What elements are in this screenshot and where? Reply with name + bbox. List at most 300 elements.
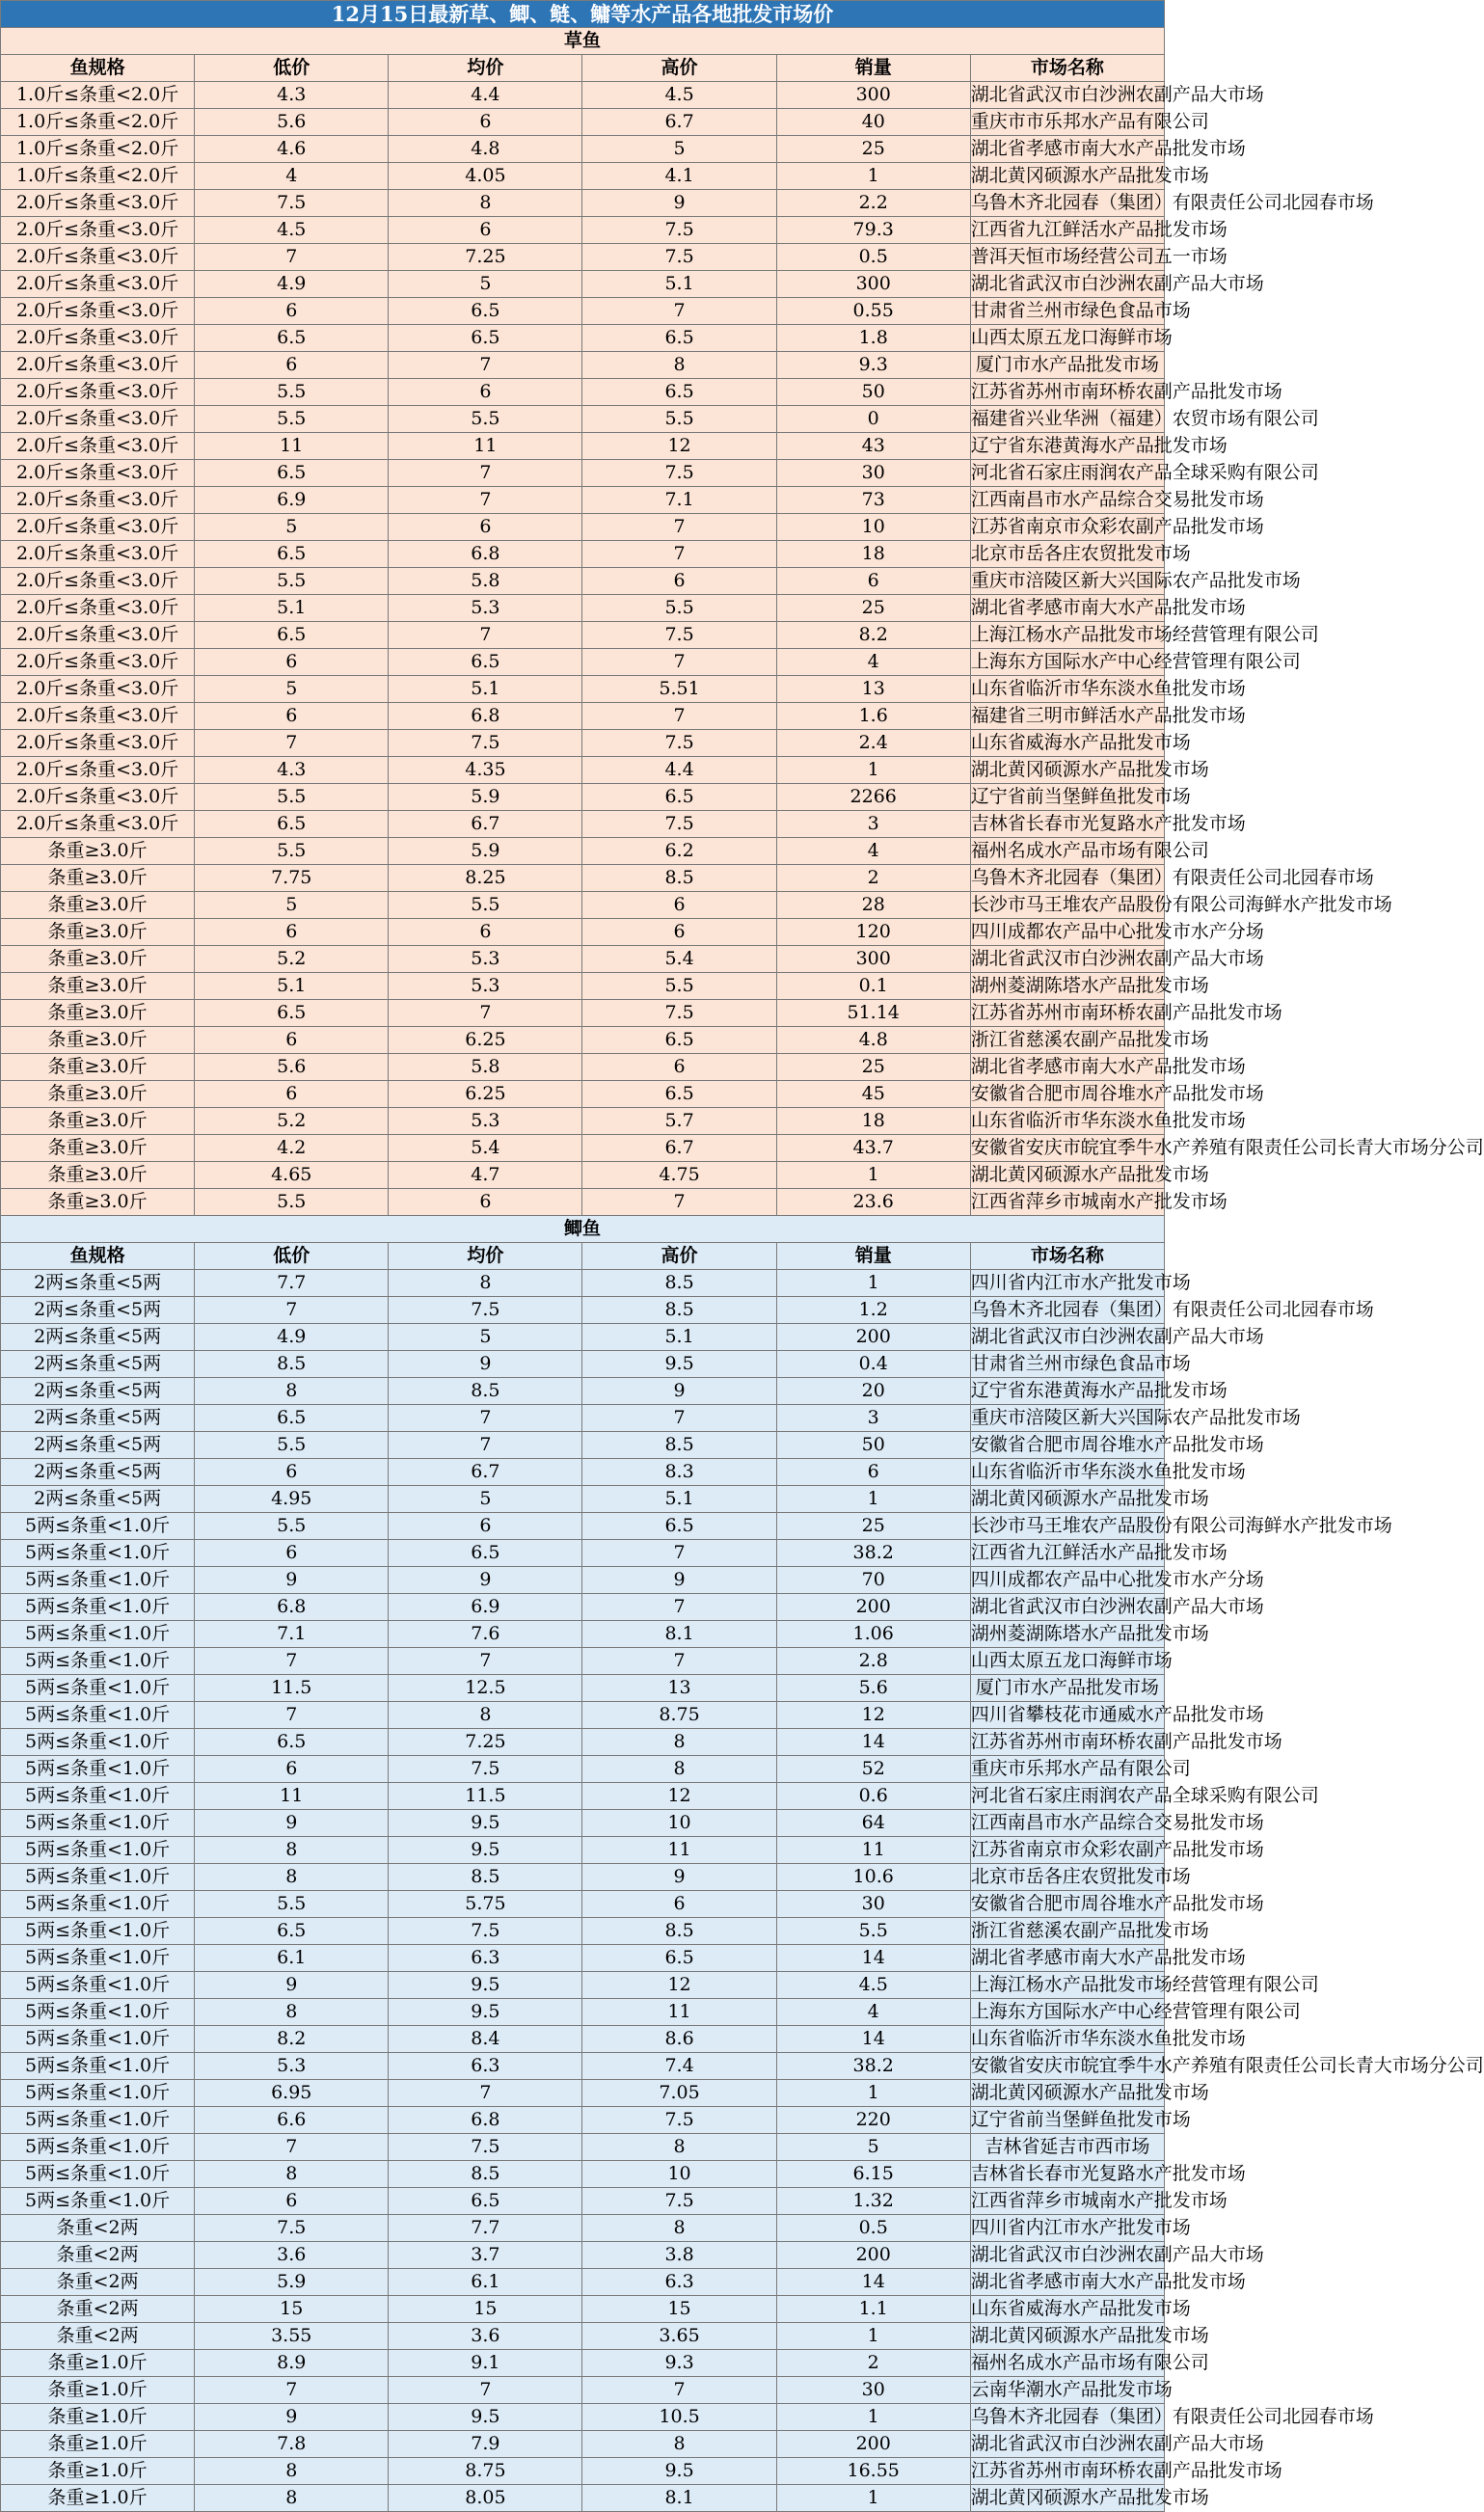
high-price-cell: 8.3 xyxy=(582,1459,776,1486)
avg-price-cell: 5.8 xyxy=(389,568,582,595)
market-name-cell: 浙江省慈溪农副产品批发市场 xyxy=(970,1027,1164,1054)
market-name-cell: 四川省攀枝花市通威水产品批发市场 xyxy=(970,1702,1164,1729)
spec-cell: 2.0斤≤条重<3.0斤 xyxy=(1,352,195,379)
volume-cell: 220 xyxy=(776,2107,970,2134)
high-price-cell: 5.7 xyxy=(582,1108,776,1135)
low-price-cell: 5.6 xyxy=(195,109,389,136)
volume-cell: 2.8 xyxy=(776,1648,970,1675)
avg-price-cell: 5.5 xyxy=(389,406,582,433)
spec-cell: 2.0斤≤条重<3.0斤 xyxy=(1,298,195,325)
avg-price-cell: 6.5 xyxy=(389,298,582,325)
spec-cell: 1.0斤≤条重<2.0斤 xyxy=(1,136,195,163)
low-price-cell: 6.5 xyxy=(195,460,389,487)
high-price-cell: 8 xyxy=(582,2431,776,2458)
spec-cell: 5两≤条重<1.0斤 xyxy=(1,1945,195,1972)
table-row xyxy=(1,676,1165,703)
volume-cell: 120 xyxy=(776,919,970,946)
market-name-cell: 江苏省苏州市南环桥农副产品批发市场 xyxy=(970,2458,1164,2485)
table-row xyxy=(1,2485,1165,2512)
avg-price-cell: 7.6 xyxy=(389,1621,582,1648)
volume-cell: 200 xyxy=(776,1594,970,1621)
market-name-cell: 重庆市乐邦水产品有限公司 xyxy=(970,1756,1164,1783)
spec-cell: 2.0斤≤条重<3.0斤 xyxy=(1,541,195,568)
high-price-cell: 8.75 xyxy=(582,1702,776,1729)
spec-cell: 2.0斤≤条重<3.0斤 xyxy=(1,433,195,460)
table-row xyxy=(1,568,1165,595)
market-name-cell: 重庆市市乐邦水产品有限公司 xyxy=(970,109,1164,136)
spec-cell: 2两≤条重<5两 xyxy=(1,1270,195,1297)
avg-price-cell: 15 xyxy=(389,2296,582,2323)
market-name-cell: 安徽省安庆市皖宜季牛水产养殖有限责任公司长青大市场分公司 xyxy=(970,2053,1164,2080)
volume-cell: 0.6 xyxy=(776,1783,970,1810)
low-price-cell: 7.75 xyxy=(195,865,389,892)
volume-cell: 50 xyxy=(776,1432,970,1459)
high-price-cell: 7 xyxy=(582,1189,776,1216)
table-row xyxy=(1,811,1165,838)
low-price-cell: 3.6 xyxy=(195,2242,389,2269)
low-price-cell: 5.5 xyxy=(195,379,389,406)
avg-price-cell: 6.5 xyxy=(389,649,582,676)
low-price-cell: 9 xyxy=(195,2404,389,2431)
spec-cell: 5两≤条重<1.0斤 xyxy=(1,1729,195,1756)
avg-price-cell: 5 xyxy=(389,271,582,298)
table-row xyxy=(1,1081,1165,1108)
high-price-cell: 6.5 xyxy=(582,1945,776,1972)
high-price-cell: 8.1 xyxy=(582,1621,776,1648)
low-price-cell: 6.6 xyxy=(195,2107,389,2134)
volume-cell: 8.2 xyxy=(776,622,970,649)
spec-cell: 5两≤条重<1.0斤 xyxy=(1,1810,195,1837)
table-row xyxy=(1,757,1165,784)
low-price-cell: 4.6 xyxy=(195,136,389,163)
spec-cell: 2两≤条重<5两 xyxy=(1,1405,195,1432)
spec-cell: 条重<2两 xyxy=(1,2296,195,2323)
high-price-cell: 9.5 xyxy=(582,2458,776,2485)
spec-cell: 5两≤条重<1.0斤 xyxy=(1,1513,195,1540)
low-price-cell: 5.6 xyxy=(195,1054,389,1081)
volume-cell: 1 xyxy=(776,163,970,190)
low-price-cell: 7 xyxy=(195,1297,389,1324)
table-row xyxy=(1,2188,1165,2215)
spec-cell: 5两≤条重<1.0斤 xyxy=(1,1675,195,1702)
volume-cell: 0.1 xyxy=(776,973,970,1000)
table-row xyxy=(1,487,1165,514)
high-price-cell: 9 xyxy=(582,1378,776,1405)
market-name-cell: 福建省兴业华洲（福建）农贸市场有限公司 xyxy=(970,406,1164,433)
market-name-cell: 湖北黄冈硕源水产品批发市场 xyxy=(970,163,1164,190)
high-price-cell: 8 xyxy=(582,2215,776,2242)
low-price-cell: 5.5 xyxy=(195,1513,389,1540)
volume-cell: 300 xyxy=(776,946,970,973)
high-price-cell: 5.5 xyxy=(582,595,776,622)
avg-price-cell: 7.5 xyxy=(389,730,582,757)
volume-cell: 1.32 xyxy=(776,2188,970,2215)
market-name-cell: 乌鲁木齐北园春（集团）有限责任公司北园春市场 xyxy=(970,190,1164,217)
high-price-cell: 7.5 xyxy=(582,2107,776,2134)
avg-price-cell: 5.3 xyxy=(389,946,582,973)
volume-cell: 1 xyxy=(776,2485,970,2512)
table-row xyxy=(1,622,1165,649)
volume-cell: 1 xyxy=(776,2323,970,2350)
table-row xyxy=(1,1567,1165,1594)
high-price-cell: 6.5 xyxy=(582,325,776,352)
volume-cell: 1 xyxy=(776,757,970,784)
high-price-cell: 9.5 xyxy=(582,1351,776,1378)
low-price-cell: 6 xyxy=(195,649,389,676)
market-name-cell: 江西省萍乡市城南水产批发市场 xyxy=(970,1189,1164,1216)
low-price-cell: 4.95 xyxy=(195,1486,389,1513)
low-price-cell: 4.3 xyxy=(195,757,389,784)
volume-cell: 12 xyxy=(776,1702,970,1729)
high-price-cell: 10.5 xyxy=(582,2404,776,2431)
spec-cell: 1.0斤≤条重<2.0斤 xyxy=(1,109,195,136)
table-row xyxy=(1,1594,1165,1621)
table-row xyxy=(1,1108,1165,1135)
table-row xyxy=(1,2431,1165,2458)
market-name-cell: 安徽省合肥市周谷堆水产品批发市场 xyxy=(970,1432,1164,1459)
market-name-cell: 福州名成水产品市场有限公司 xyxy=(970,838,1164,865)
market-name-cell: 辽宁省前当堡鲜鱼批发市场 xyxy=(970,784,1164,811)
high-price-cell: 7 xyxy=(582,649,776,676)
avg-price-cell: 11.5 xyxy=(389,1783,582,1810)
volume-cell: 1.2 xyxy=(776,1297,970,1324)
low-price-cell: 6.95 xyxy=(195,2080,389,2107)
table-row xyxy=(1,1783,1165,1810)
table-row xyxy=(1,1540,1165,1567)
volume-cell: 18 xyxy=(776,541,970,568)
avg-price-cell: 6.25 xyxy=(389,1027,582,1054)
low-price-cell: 7 xyxy=(195,1648,389,1675)
table-row xyxy=(1,1810,1165,1837)
avg-price-cell: 7 xyxy=(389,622,582,649)
avg-price-header: 均价 xyxy=(389,55,582,82)
table-row xyxy=(1,2404,1165,2431)
spec-cell: 5两≤条重<1.0斤 xyxy=(1,1594,195,1621)
table-row xyxy=(1,217,1165,244)
volume-cell: 23.6 xyxy=(776,1189,970,1216)
volume-cell: 5.6 xyxy=(776,1675,970,1702)
avg-price-cell: 7 xyxy=(389,487,582,514)
high-price-cell: 3.65 xyxy=(582,2323,776,2350)
market-name-cell: 吉林省长春市光复路水产批发市场 xyxy=(970,811,1164,838)
avg-price-cell: 9 xyxy=(389,1351,582,1378)
low-price-cell: 6 xyxy=(195,1459,389,1486)
market-name-cell: 厦门市水产品批发市场 xyxy=(970,352,1164,379)
spec-cell: 2.0斤≤条重<3.0斤 xyxy=(1,487,195,514)
high-price-cell: 5.1 xyxy=(582,1486,776,1513)
low-price-cell: 8 xyxy=(195,2458,389,2485)
volume-cell: 300 xyxy=(776,271,970,298)
market-name-cell: 山西太原五龙口海鲜市场 xyxy=(970,325,1164,352)
avg-price-cell: 8.75 xyxy=(389,2458,582,2485)
market-name-cell: 湖北省孝感市南大水产品批发市场 xyxy=(970,136,1164,163)
market-name-cell: 吉林省延吉市西市场 xyxy=(970,2134,1164,2161)
table-row xyxy=(1,2161,1165,2188)
market-name-cell: 吉林省长春市光复路水产批发市场 xyxy=(970,2161,1164,2188)
volume-cell: 30 xyxy=(776,2377,970,2404)
volume-cell: 38.2 xyxy=(776,2053,970,2080)
market-name-cell: 乌鲁木齐北园春（集团）有限责任公司北园春市场 xyxy=(970,2404,1164,2431)
low-price-cell: 6 xyxy=(195,352,389,379)
spec-cell: 条重≥3.0斤 xyxy=(1,1054,195,1081)
spec-cell: 5两≤条重<1.0斤 xyxy=(1,2080,195,2107)
avg-price-cell: 7 xyxy=(389,352,582,379)
market-name-header: 市场名称 xyxy=(970,55,1164,82)
spec-cell: 条重≥3.0斤 xyxy=(1,838,195,865)
table-row xyxy=(1,190,1165,217)
high-price-cell: 3.8 xyxy=(582,2242,776,2269)
avg-price-cell: 4.05 xyxy=(389,163,582,190)
spec-cell: 2两≤条重<5两 xyxy=(1,1378,195,1405)
table-row xyxy=(1,541,1165,568)
market-name-cell: 湖北省孝感市南大水产品批发市场 xyxy=(970,1054,1164,1081)
spec-cell: 2两≤条重<5两 xyxy=(1,1486,195,1513)
volume-cell: 45 xyxy=(776,1081,970,1108)
high-price-cell: 7.5 xyxy=(582,811,776,838)
avg-price-cell: 5.3 xyxy=(389,973,582,1000)
high-price-cell: 9 xyxy=(582,1567,776,1594)
low-price-cell: 4.65 xyxy=(195,1162,389,1189)
avg-price-cell: 9.5 xyxy=(389,1810,582,1837)
high-price-cell: 8.5 xyxy=(582,1297,776,1324)
high-price-cell: 5.5 xyxy=(582,973,776,1000)
avg-price-cell: 8 xyxy=(389,1702,582,1729)
low-price-cell: 6 xyxy=(195,1540,389,1567)
high-price-cell: 12 xyxy=(582,1783,776,1810)
table-row xyxy=(1,2215,1165,2242)
spec-cell: 2.0斤≤条重<3.0斤 xyxy=(1,811,195,838)
market-name-cell: 湖北黄冈硕源水产品批发市场 xyxy=(970,1486,1164,1513)
volume-cell: 6 xyxy=(776,1459,970,1486)
spec-cell: 5两≤条重<1.0斤 xyxy=(1,1837,195,1864)
low-price-cell: 6.5 xyxy=(195,622,389,649)
avg-price-cell: 5 xyxy=(389,1324,582,1351)
volume-cell: 30 xyxy=(776,1891,970,1918)
market-name-cell: 江苏省南京市众彩农副产品批发市场 xyxy=(970,514,1164,541)
spec-cell: 条重<2两 xyxy=(1,2242,195,2269)
table-row xyxy=(1,703,1165,730)
market-name-cell: 湖北省武汉市白沙洲农副产品大市场 xyxy=(970,82,1164,109)
table-row xyxy=(1,2377,1165,2404)
spec-cell: 2.0斤≤条重<3.0斤 xyxy=(1,406,195,433)
spec-cell: 5两≤条重<1.0斤 xyxy=(1,2026,195,2053)
avg-price-cell: 7 xyxy=(389,1405,582,1432)
spec-cell: 2.0斤≤条重<3.0斤 xyxy=(1,622,195,649)
grass-carp-section-row xyxy=(1,28,1165,55)
avg-price-cell: 7.5 xyxy=(389,1756,582,1783)
table-row xyxy=(1,1054,1165,1081)
spec-cell: 条重≥1.0斤 xyxy=(1,2458,195,2485)
high-price-cell: 8 xyxy=(582,1756,776,1783)
high-price-cell: 6.3 xyxy=(582,2269,776,2296)
spec-cell: 5两≤条重<1.0斤 xyxy=(1,1918,195,1945)
high-price-cell: 6.5 xyxy=(582,1513,776,1540)
avg-price-cell: 6 xyxy=(389,514,582,541)
avg-price-cell: 9.5 xyxy=(389,1837,582,1864)
market-name-cell: 河北省石家庄雨润农产品全球采购有限公司 xyxy=(970,460,1164,487)
low-price-cell: 6.1 xyxy=(195,1945,389,1972)
table-row xyxy=(1,730,1165,757)
high-price-cell: 7 xyxy=(582,1540,776,1567)
low-price-cell: 15 xyxy=(195,2296,389,2323)
market-name-cell: 重庆市涪陵区新大兴国际农产品批发市场 xyxy=(970,1405,1164,1432)
avg-price-cell: 7.5 xyxy=(389,1297,582,1324)
low-price-cell: 5.1 xyxy=(195,973,389,1000)
market-name-cell: 江西省九江鲜活水产品批发市场 xyxy=(970,1540,1164,1567)
market-name-cell: 山东省临沂市华东淡水鱼批发市场 xyxy=(970,2026,1164,2053)
market-name-cell: 湖北省武汉市白沙洲农副产品大市场 xyxy=(970,2431,1164,2458)
volume-cell: 40 xyxy=(776,109,970,136)
high-price-cell: 5.5 xyxy=(582,406,776,433)
high-price-cell: 11 xyxy=(582,1999,776,2026)
low-price-cell: 8 xyxy=(195,1837,389,1864)
high-price-cell: 13 xyxy=(582,1675,776,1702)
market-name-cell: 上海东方国际水产中心经营管理有限公司 xyxy=(970,1999,1164,2026)
high-price-cell: 7 xyxy=(582,2377,776,2404)
high-price-cell: 8 xyxy=(582,2134,776,2161)
avg-price-header: 均价 xyxy=(389,1243,582,1270)
high-price-cell: 6.5 xyxy=(582,379,776,406)
low-price-cell: 5.5 xyxy=(195,568,389,595)
market-name-cell: 湖北黄冈硕源水产品批发市场 xyxy=(970,2323,1164,2350)
avg-price-cell: 12.5 xyxy=(389,1675,582,1702)
volume-cell: 4 xyxy=(776,1999,970,2026)
low-price-cell: 9 xyxy=(195,1567,389,1594)
low-price-cell: 7.7 xyxy=(195,1270,389,1297)
table-row xyxy=(1,514,1165,541)
low-price-cell: 11 xyxy=(195,1783,389,1810)
avg-price-cell: 5.3 xyxy=(389,595,582,622)
low-price-cell: 5 xyxy=(195,514,389,541)
low-price-cell: 6.5 xyxy=(195,1000,389,1027)
spec-cell: 条重≥3.0斤 xyxy=(1,1000,195,1027)
volume-cell: 1 xyxy=(776,2080,970,2107)
low-price-cell: 6 xyxy=(195,703,389,730)
low-price-cell: 5.5 xyxy=(195,838,389,865)
avg-price-cell: 6.8 xyxy=(389,2107,582,2134)
spec-cell: 条重≥3.0斤 xyxy=(1,973,195,1000)
market-name-cell: 甘肃省兰州市绿色食品市场 xyxy=(970,1351,1164,1378)
market-name-cell: 四川省内江市水产批发市场 xyxy=(970,1270,1164,1297)
avg-price-cell: 3.7 xyxy=(389,2242,582,2269)
market-name-cell: 上海江杨水产品批发市场经营管理有限公司 xyxy=(970,622,1164,649)
low-price-cell: 7 xyxy=(195,244,389,271)
spec-cell: 2.0斤≤条重<3.0斤 xyxy=(1,325,195,352)
volume-cell: 43 xyxy=(776,433,970,460)
table-row xyxy=(1,1270,1165,1297)
high-price-cell: 7 xyxy=(582,298,776,325)
spec-cell: 1.0斤≤条重<2.0斤 xyxy=(1,82,195,109)
volume-cell: 4.5 xyxy=(776,1972,970,1999)
header-row xyxy=(1,55,1165,82)
volume-cell: 0.55 xyxy=(776,298,970,325)
table-row xyxy=(1,865,1165,892)
avg-price-cell: 6.25 xyxy=(389,1081,582,1108)
avg-price-cell: 9.5 xyxy=(389,1999,582,2026)
table-row xyxy=(1,1945,1165,1972)
high-price-cell: 15 xyxy=(582,2296,776,2323)
low-price-cell: 8 xyxy=(195,1999,389,2026)
avg-price-cell: 9.5 xyxy=(389,1972,582,1999)
market-name-cell: 江西南昌市水产品综合交易批发市场 xyxy=(970,1810,1164,1837)
avg-price-cell: 6.5 xyxy=(389,1540,582,1567)
avg-price-cell: 9 xyxy=(389,1567,582,1594)
spec-cell: 5两≤条重<1.0斤 xyxy=(1,1621,195,1648)
spec-cell: 2.0斤≤条重<3.0斤 xyxy=(1,676,195,703)
high-price-cell: 8 xyxy=(582,352,776,379)
low-price-cell: 7.8 xyxy=(195,2431,389,2458)
high-price-cell: 7 xyxy=(582,703,776,730)
high-price-cell: 4.4 xyxy=(582,757,776,784)
spec-header: 鱼规格 xyxy=(1,55,195,82)
table-row xyxy=(1,1297,1165,1324)
high-price-cell: 5.4 xyxy=(582,946,776,973)
market-name-cell: 江苏省苏州市南环桥农副产品批发市场 xyxy=(970,1729,1164,1756)
spec-cell: 条重≥1.0斤 xyxy=(1,2377,195,2404)
high-price-cell: 6.5 xyxy=(582,1081,776,1108)
title-row xyxy=(1,1,1165,28)
market-name-cell: 四川省内江市水产批发市场 xyxy=(970,2215,1164,2242)
avg-price-cell: 6.8 xyxy=(389,541,582,568)
high-price-cell: 9.3 xyxy=(582,2350,776,2377)
table-row xyxy=(1,1756,1165,1783)
low-price-cell: 11.5 xyxy=(195,1675,389,1702)
spec-cell: 5两≤条重<1.0斤 xyxy=(1,1999,195,2026)
volume-cell: 2266 xyxy=(776,784,970,811)
high-price-cell: 6 xyxy=(582,919,776,946)
spec-cell: 2.0斤≤条重<3.0斤 xyxy=(1,757,195,784)
table-row xyxy=(1,784,1165,811)
volume-cell: 200 xyxy=(776,2242,970,2269)
volume-cell: 14 xyxy=(776,2026,970,2053)
table-row xyxy=(1,1378,1165,1405)
low-price-cell: 6.5 xyxy=(195,325,389,352)
table-row xyxy=(1,2269,1165,2296)
low-price-cell: 5.3 xyxy=(195,2053,389,2080)
table-row xyxy=(1,298,1165,325)
market-name-header: 市场名称 xyxy=(970,1243,1164,1270)
market-name-cell: 山西太原五龙口海鲜市场 xyxy=(970,1648,1164,1675)
volume-cell: 1 xyxy=(776,2404,970,2431)
volume-cell: 1.6 xyxy=(776,703,970,730)
avg-price-cell: 5.9 xyxy=(389,784,582,811)
spec-header: 鱼规格 xyxy=(1,1243,195,1270)
avg-price-cell: 8.5 xyxy=(389,2161,582,2188)
low-price-cell: 6.5 xyxy=(195,541,389,568)
high-price-cell: 7.5 xyxy=(582,730,776,757)
avg-price-cell: 5.1 xyxy=(389,676,582,703)
spec-cell: 5两≤条重<1.0斤 xyxy=(1,1756,195,1783)
avg-price-cell: 6 xyxy=(389,919,582,946)
high-price-header: 高价 xyxy=(582,55,776,82)
low-price-cell: 7.1 xyxy=(195,1621,389,1648)
avg-price-cell: 5.9 xyxy=(389,838,582,865)
market-name-cell: 辽宁省东港黄海水产品批发市场 xyxy=(970,1378,1164,1405)
table-row xyxy=(1,2296,1165,2323)
high-price-cell: 8.1 xyxy=(582,2485,776,2512)
section-title: 鲫鱼 xyxy=(1,1216,1165,1243)
low-price-cell: 7.5 xyxy=(195,190,389,217)
market-name-cell: 湖北省武汉市白沙洲农副产品大市场 xyxy=(970,2242,1164,2269)
table-row xyxy=(1,1405,1165,1432)
avg-price-cell: 8.5 xyxy=(389,1378,582,1405)
volume-cell: 2.2 xyxy=(776,190,970,217)
table-row xyxy=(1,838,1165,865)
spec-cell: 5两≤条重<1.0斤 xyxy=(1,1864,195,1891)
table-row xyxy=(1,1621,1165,1648)
high-price-cell: 6 xyxy=(582,1054,776,1081)
spec-cell: 5两≤条重<1.0斤 xyxy=(1,1702,195,1729)
